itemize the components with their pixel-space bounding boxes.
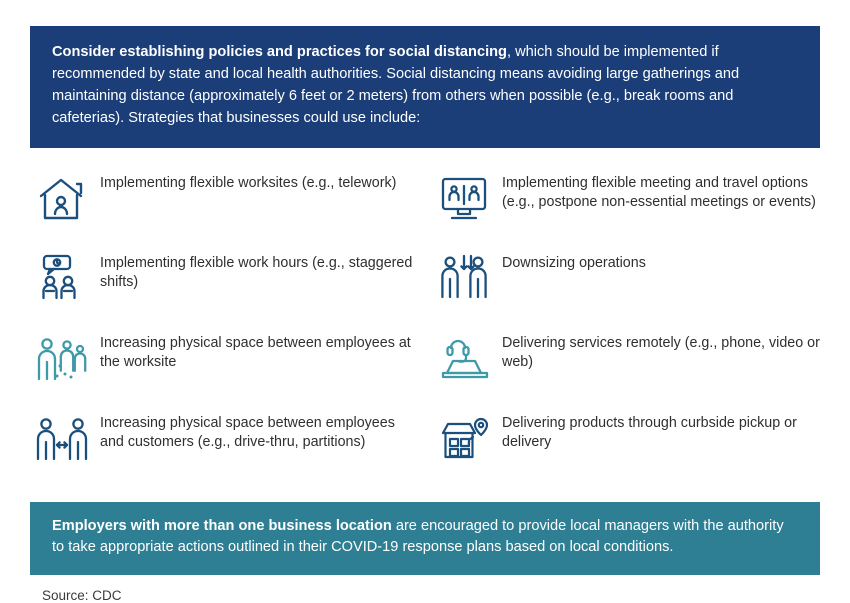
strategies-grid (30, 166, 820, 486)
strategies-column-right (434, 166, 820, 486)
strategy-label: Increasing physical space between employees at the worksite (100, 334, 411, 371)
downsizing-arrows-icon (434, 252, 496, 306)
video-meeting-icon (434, 172, 496, 226)
strategy-label: Increasing physical space between employees and customers (e.g., drive-thru, partitions) (100, 414, 395, 451)
strategies-column-left (30, 166, 416, 486)
employers-text (52, 516, 798, 560)
social-distancing-banner (30, 26, 820, 148)
social-distancing-rest: , which should be implemented if recommended by state and local health authorities. Social distancing means avoiding large gatherings and maintaining distance (approximately 6 feet or 2 meters) from others when possible (e.g., break rooms and cafeterias). Strategies that businesses could use include: (52, 44, 740, 126)
laptop-headset-icon (434, 332, 496, 386)
social-distancing-text (52, 42, 798, 130)
strategy-item (30, 166, 416, 246)
storefront-pickup-icon (434, 412, 496, 466)
strategy-item (434, 246, 820, 326)
strategy-label: Implementing flexible worksites (e.g., telework) (100, 174, 397, 191)
strategy-label: Delivering services remotely (e.g., phone, video or web) (502, 334, 820, 371)
employers-banner (30, 502, 820, 576)
employee-customer-distance-icon (30, 412, 94, 466)
strategy-item (30, 326, 416, 406)
strategy-label: Delivering products through curbside pickup or delivery (502, 414, 797, 451)
employers-lead: Employers with more than one business location (52, 517, 392, 534)
people-spacing-icon (30, 332, 94, 386)
strategy-item (30, 246, 416, 326)
strategy-label: Downsizing operations (502, 254, 646, 271)
source-note: Source: CDC (42, 588, 122, 603)
strategy-label: Implementing flexible work hours (e.g., staggered shifts) (100, 254, 413, 291)
social-distancing-lead: Consider establishing policies and practices for social distancing (52, 44, 507, 60)
clock-workers-icon (30, 252, 94, 306)
strategy-label: Implementing flexible meeting and travel options (e.g., postpone non-essential meetings or events) (502, 174, 816, 211)
strategy-item (434, 406, 820, 486)
strategy-item (434, 166, 820, 246)
strategy-item (30, 406, 416, 486)
strategy-item (434, 326, 820, 406)
house-telework-icon (30, 172, 94, 226)
employers-rest: are encouraged to provide local managers with the authority to take appropriate actions outlined in their COVID-19 response plans based on local conditions. (52, 517, 784, 556)
